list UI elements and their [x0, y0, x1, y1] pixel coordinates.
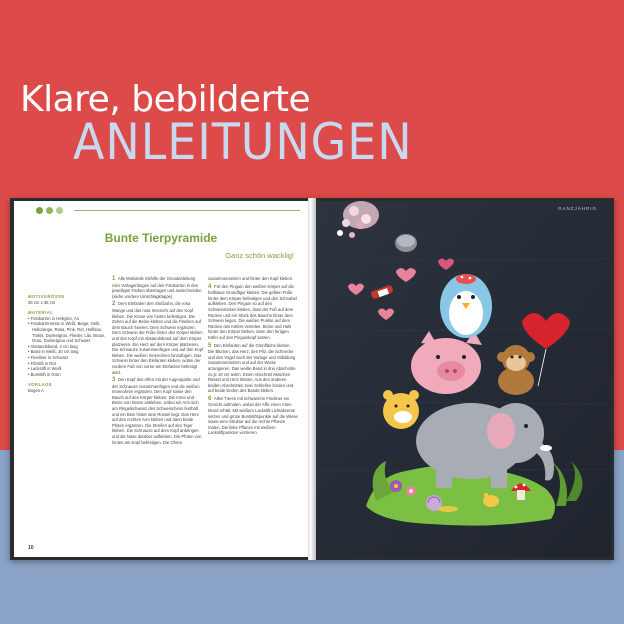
steps-column-2: [208, 276, 298, 438]
dot-icon: [36, 207, 43, 214]
material-item: • Buntstift in Grün: [28, 371, 61, 377]
headline-line-1: Klare, bebilderte: [20, 79, 311, 120]
step-number: 1: [112, 276, 118, 282]
page-title: Bunte Tierpyramide: [104, 231, 218, 245]
step-text: Allen Tieren mit schwarzem Fineliner ein Gesicht aufmalen, wobei der Affe einen roten Mund erhält. Mit weißem Lackstift Lichtakzente setzen und grüne Buntstiftspunkte auf die Wiese sowie eine Struktur auf die rechte Pflanze malen. Die linke Pflanze mit weißem Lackstiftpunkten verzieren.: [208, 395, 298, 436]
motif-label: MOTIVGRÖSSE: [28, 294, 65, 299]
instruction-step: [208, 276, 298, 282]
step-text: zusammensetzen und hinter den Kopf kleben.: [208, 276, 294, 281]
template-label: VORLAGE: [28, 382, 53, 388]
right-page-photo: [316, 201, 611, 557]
instruction-step: [112, 377, 204, 445]
material-list: [28, 316, 108, 378]
material-item: • Fineliner in Schwarz: [28, 354, 69, 360]
header-rule: [74, 210, 300, 211]
material-item: • Fotokartonreste in Weiß, Beige, Gelb, Hellorange, Rosa, Pink, Rot, Hellblau, Türkis, Dunkelgrün, Flieder, Lila, Braun, Grau, Dunkelgrau und Schwarz: [28, 321, 106, 344]
headline-line-2: ANLEITUNGEN: [73, 113, 413, 171]
material-label: MATERIAL: [28, 310, 54, 316]
instruction-step: [112, 276, 204, 299]
step-number: 5: [208, 342, 214, 349]
steps-column-1: [112, 276, 204, 447]
step-text: Dem Elefanten den Stoßzahn, die rosa Wange und das rosa Innenohr auf den Kopf kleben. Die Krone von hinten befestigen. Die Zehen auf die Beine kleben und die Flanken auf dem Bauch fixieren. Dem Schwein ergänzen. Dem Schwein die Füße hinter den Körper kleben und den Kopf mit Abstandsband auf dem Körper platzieren. Ein Herz auf dem Körper platzieren. Die Schnauze zusammenfügen und auf den Kopf kleben. Die weißen Innenohren hinzufügen. Das Schwein hinter den Elefanten kleben, wobei der vordere Fuß von vorne am Elefanten befestigt wird.: [112, 301, 204, 375]
step-text: Den Kopf des Affen mit der Augenpartie und der Schnauze zusammenfügen und die weißen Innenohren ergänzen. Den Kopf sowie den Bauch auf den Körper kleben. Die Arme und Beine von hinten ankleben, wobei ein Arm sich am Ringelschwanz des Schweinchens festhält und ein Bein hinter dem Rüssel liegt. Das Herz auf den rechten Arm kleben und dann beide Pfoten ergänzen. Die Streifen auf den Tiger kleben. Die Schnauze auf dem Kopf anbringen und die Nase darüber aufkleben. Die Pfoten von hinten am Kopf befestigen. Die Ohren: [112, 377, 202, 445]
motif-value: 26 cm x 35 cm: [28, 299, 56, 305]
season-label: GANZJÄHRIG: [557, 206, 597, 211]
dot-icon: [56, 207, 63, 214]
material-item: • Band in Weiß, 30 cm lang: [28, 349, 79, 355]
page-number: 10: [28, 545, 34, 551]
step-number: 4: [208, 283, 214, 290]
decor-dots: [36, 207, 63, 214]
open-book: [10, 198, 614, 560]
material-item: • Fotokarton in Hellgrün, A4: [28, 315, 80, 321]
instruction-step: [208, 284, 298, 341]
instruction-step: [208, 343, 298, 394]
step-text: Für den Pinguin den weißen Körper auf die hellblaue Grundfigur kleben. Die gelben Füße hinter dem Körper befestigen und den Schnabel aufkleben. Den Pinguin so auf den Schweinrücken kleben, dass der Fuß auf dem Rücken und ein Stück des Bauchs hinter dem Schwein liegen. Die weißen Punkte auf dem Rücken des Käfers verteilen. Beine und Hals hinter den Körper kleben, dann den fertigen Käfer auf den Pinguinkopf setzen.: [208, 283, 297, 340]
step-number: 2: [112, 301, 118, 308]
step-number: 6: [208, 395, 214, 402]
material-column: [28, 289, 108, 394]
left-page: [14, 201, 308, 557]
material-item: • Abstandsband, 2 cm lang: [28, 343, 78, 349]
step-text: Den Elefanten auf die Grünfläche kleben. Die Blumen, das Herz, den Pilz, die Schnecke und den Vogel nach der Vorlage und Abbildung zusammensetzen und auf der Wiese arrangieren. Das weiße Band in drei Abschnitte zu je 10 cm teilen. Einen Abschnitt zwischen Rüssel und Herz kleben. Aus den anderen beiden Abschnitten zwei Schleifen binden und auf beide Enden des Bands kleben.: [208, 342, 296, 394]
step-text: Alle Motivteile mithilfe der Grundanleitung vom Vorlagenbogen auf den Fotokarton in den jeweiligen Farben übertragen und ausschneiden (siehe vordere Umschlagklappe).: [112, 276, 202, 299]
instruction-step: [208, 396, 298, 436]
tiger: [383, 390, 419, 429]
template-value: Bogen A: [28, 387, 44, 393]
step-number: 3: [112, 377, 118, 384]
instruction-step: [112, 301, 204, 375]
penguin: [440, 274, 492, 338]
material-item: • Lackstift in Weiß: [28, 366, 62, 372]
dot-icon: [46, 207, 53, 214]
book-gutter: [308, 198, 316, 560]
material-item: • Filzstift in Rot: [28, 360, 56, 366]
animal-pyramid-photo: [316, 201, 611, 557]
page-subtitle: Ganz schön wacklig!: [225, 251, 294, 260]
